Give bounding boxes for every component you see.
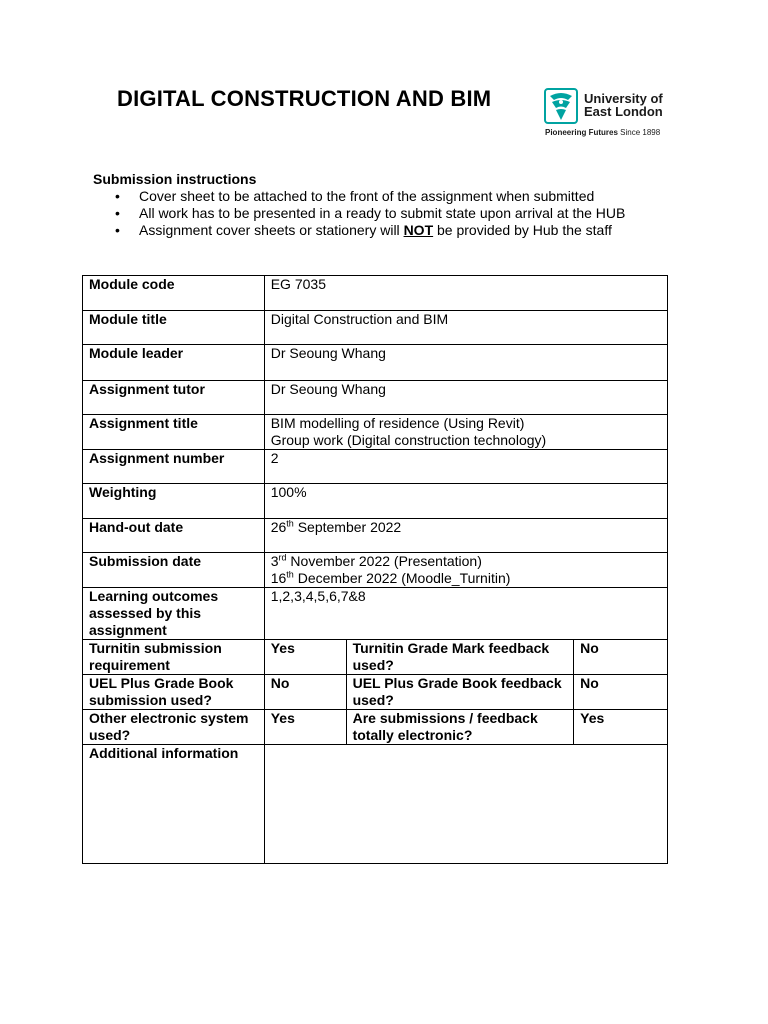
assignment-tutor-value: Dr Seoung Whang xyxy=(264,381,667,415)
university-logo xyxy=(544,88,676,140)
logo-wordmark: University of East London xyxy=(584,91,663,119)
table-row xyxy=(83,311,668,345)
weighting-value: 100% xyxy=(264,484,667,519)
assignment-number-value: 2 xyxy=(264,450,667,484)
table-row xyxy=(83,640,668,675)
assignment-tutor-label: Assignment tutor xyxy=(83,381,265,415)
table-row xyxy=(83,710,668,745)
other-electronic-label: Other electronic system used? xyxy=(83,710,265,745)
logo-tagline: Pioneering Futures Since 1898 xyxy=(545,128,661,137)
table-row xyxy=(83,553,668,588)
table-row xyxy=(83,675,668,710)
module-code-value: EG 7035 xyxy=(264,276,667,311)
uel-plus-feedback-value: No xyxy=(574,675,668,710)
uel-crest-icon xyxy=(544,88,578,124)
table-row xyxy=(83,415,668,450)
turnitin-feedback-value: No xyxy=(574,640,668,675)
turnitin-label: Turnitin submission requirement xyxy=(83,640,265,675)
table-row xyxy=(83,450,668,484)
additional-info-value xyxy=(264,745,667,864)
table-row xyxy=(83,276,668,311)
uel-plus-label: UEL Plus Grade Book submission used? xyxy=(83,675,265,710)
totally-electronic-label: Are submissions / feedback totally electronic? xyxy=(346,710,574,745)
turnitin-feedback-label: Turnitin Grade Mark feedback used? xyxy=(346,640,574,675)
table-row xyxy=(83,745,668,864)
uel-plus-feedback-label: UEL Plus Grade Book feedback used? xyxy=(346,675,574,710)
learning-outcomes-label: Learning outcomes assessed by this assignment xyxy=(83,588,265,640)
instruction-item: • Cover sheet to be attached to the front of the assignment when submitted xyxy=(93,188,679,205)
table-row xyxy=(83,519,668,553)
table-row xyxy=(83,588,668,640)
table-row xyxy=(83,345,668,381)
weighting-label: Weighting xyxy=(83,484,265,519)
instructions-list xyxy=(93,188,679,239)
table-row xyxy=(83,381,668,415)
table-row xyxy=(83,484,668,519)
instruction-item: • Assignment cover sheets or stationery will NOT be provided by Hub the staff xyxy=(93,222,679,239)
page-title: DIGITAL CONSTRUCTION AND BIM xyxy=(117,86,492,111)
cover-sheet-table xyxy=(82,275,668,864)
assignment-title-label: Assignment title xyxy=(83,415,265,450)
turnitin-value: Yes xyxy=(264,640,346,675)
assignment-title-value: BIM modelling of residence (Using Revit) Group work (Digital construction technology) xyxy=(264,415,667,450)
instructions-heading: Submission instructions xyxy=(93,171,257,187)
uel-plus-value: No xyxy=(264,675,346,710)
instruction-item: • All work has to be presented in a ready to submit state upon arrival at the HUB xyxy=(93,205,679,222)
module-leader-label: Module leader xyxy=(83,345,265,381)
handout-date-label: Hand-out date xyxy=(83,519,265,553)
totally-electronic-value: Yes xyxy=(574,710,668,745)
handout-date-value: 26th September 2022 xyxy=(264,519,667,553)
module-title-value: Digital Construction and BIM xyxy=(264,311,667,345)
submission-date-label: Submission date xyxy=(83,553,265,588)
submission-date-value: 3rd November 2022 (Presentation) 16th December 2022 (Moodle_Turnitin) xyxy=(264,553,667,588)
additional-info-label: Additional information xyxy=(83,745,265,864)
submission-instructions xyxy=(93,171,679,239)
module-title-label: Module title xyxy=(83,311,265,345)
module-code-label: Module code xyxy=(83,276,265,311)
other-electronic-value: Yes xyxy=(264,710,346,745)
module-leader-value: Dr Seoung Whang xyxy=(264,345,667,381)
assignment-number-label: Assignment number xyxy=(83,450,265,484)
learning-outcomes-value: 1,2,3,4,5,6,7&8 xyxy=(264,588,667,640)
